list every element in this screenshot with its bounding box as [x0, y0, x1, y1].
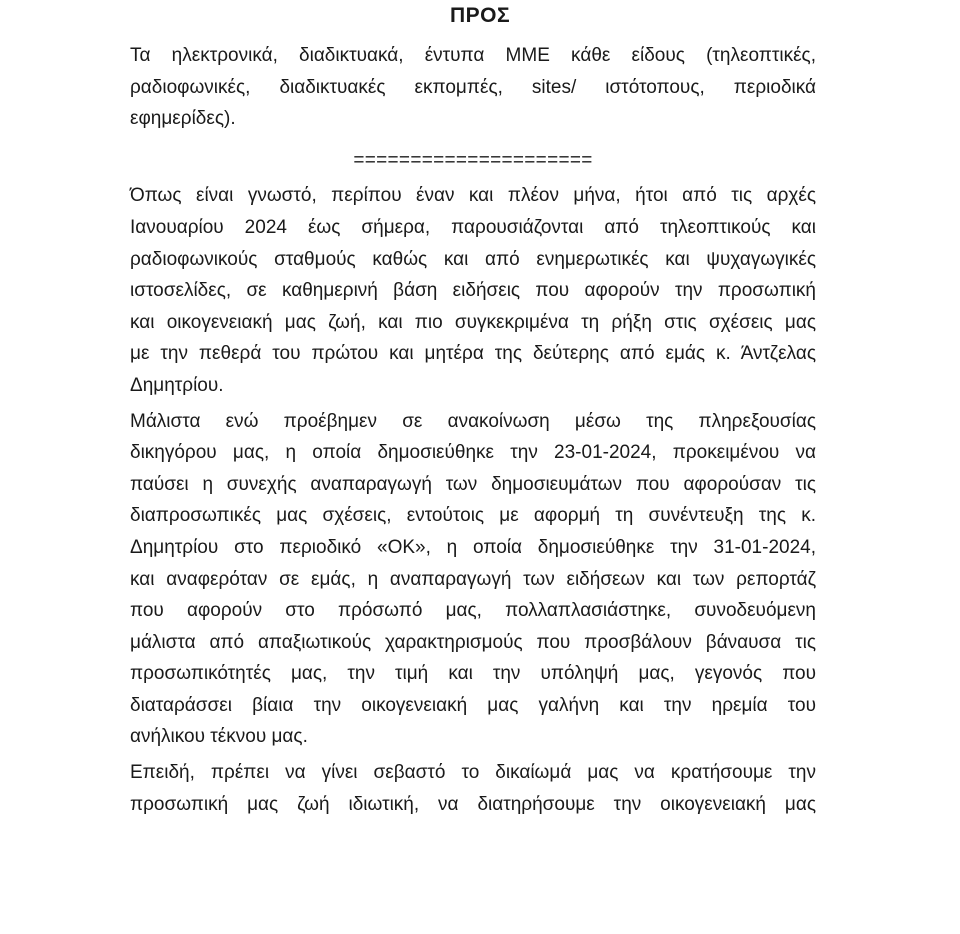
- paragraph-line: ανήλικου τέκνου μας.: [130, 726, 308, 748]
- paragraph-line: μάλιστα από απαξιωτικούς χαρακτηρισμούς που προσβάλουν βάναυσα τις: [130, 631, 816, 653]
- paragraph-line: και αναφερόταν σε εμάς, η αναπαραγωγή των ειδήσεων και των ρεπορτάζ: [130, 568, 816, 590]
- paragraph-line: διαταράσσει βίαια την οικογενειακή μας γαλήνη και την ηρεμία του: [130, 694, 816, 716]
- paragraph-line: και οικογενειακή μας ζωή, και πιο συγκεκριμένα τη ρήξη στις σχέσεις μας: [130, 311, 816, 333]
- paragraph-line: Ιανουαρίου 2024 έως σήμερα, παρουσιάζονται από τηλεοπτικούς και: [130, 216, 816, 238]
- paragraph-line: ραδιοφωνικούς σταθμούς καθώς και από ενημερωτικές και ψυχαγωγικές: [130, 248, 816, 270]
- paragraph-line: δικηγόρου μας, η οποία δημοσιεύθηκε την 23-01-2024, προκειμένου να: [130, 442, 816, 464]
- document-title: ΠΡΟΣ: [449, 4, 511, 27]
- recipients-paragraph: [130, 40, 816, 135]
- paragraph-line: με την πεθερά του πρώτου και μητέρα της δεύτερης από εμάς κ. Άντζελας: [130, 343, 816, 365]
- paragraph-line: προσωπικότητές μας, την τιμή και την υπόληψή μας, γεγονός που: [130, 663, 816, 685]
- recipients-line: εφημερίδες).: [130, 108, 236, 130]
- paragraph-3: [130, 757, 816, 820]
- paragraph-line: Επειδή, πρέπει να γίνει σεβαστό το δικαίωμά μας να κρατήσουμε την: [130, 762, 816, 784]
- paragraph-line: ιστοσελίδες, σε καθημερινή βάση ειδήσεις που αφορούν την προσωπική: [130, 280, 816, 302]
- recipients-line: ραδιοφωνικές, διαδικτυακές εκπομπές, sites/ ιστότοπους, περιοδικά: [130, 76, 816, 98]
- paragraph-line: που αφορούν στο πρόσωπό μας, πολλαπλασιάστηκε, συνοδευόμενη: [130, 600, 816, 622]
- paragraph-line: Όπως είναι γνωστό, περίπου έναν και πλέον μήνα, ήτοι από τις αρχές: [130, 185, 816, 207]
- paragraph-line: προσωπική μας ζωή ιδιωτική, να διατηρήσουμε την οικογενειακή μας: [130, 793, 816, 815]
- document-body: [130, 40, 816, 820]
- recipients-line: Τα ηλεκτρονικά, διαδικτυακά, έντυπα ΜΜΕ κάθε είδους (τηλεοπτικές,: [130, 45, 816, 66]
- separator-line: =====================: [353, 149, 593, 171]
- paragraph-line: Μάλιστα ενώ προέβημεν σε ανακοίνωση μέσω της πληρεξουσίας: [130, 410, 816, 432]
- paragraph-line: Δημητρίου στο περιοδικό «ΟΚ», η οποία δημοσιεύθηκε την 31-01-2024,: [130, 536, 816, 558]
- paragraph-line: Δημητρίου.: [130, 374, 224, 396]
- paragraph-1: [130, 180, 816, 401]
- paragraph-2: [130, 406, 816, 754]
- paragraph-line: παύσει η συνεχής αναπαραγωγή των δημοσιευμάτων που αφορούσαν τις: [130, 473, 816, 495]
- paragraph-line: διαπροσωπικές μας σχέσεις, εντούτοις με αφορμή τη συνέντευξη της κ.: [130, 505, 816, 527]
